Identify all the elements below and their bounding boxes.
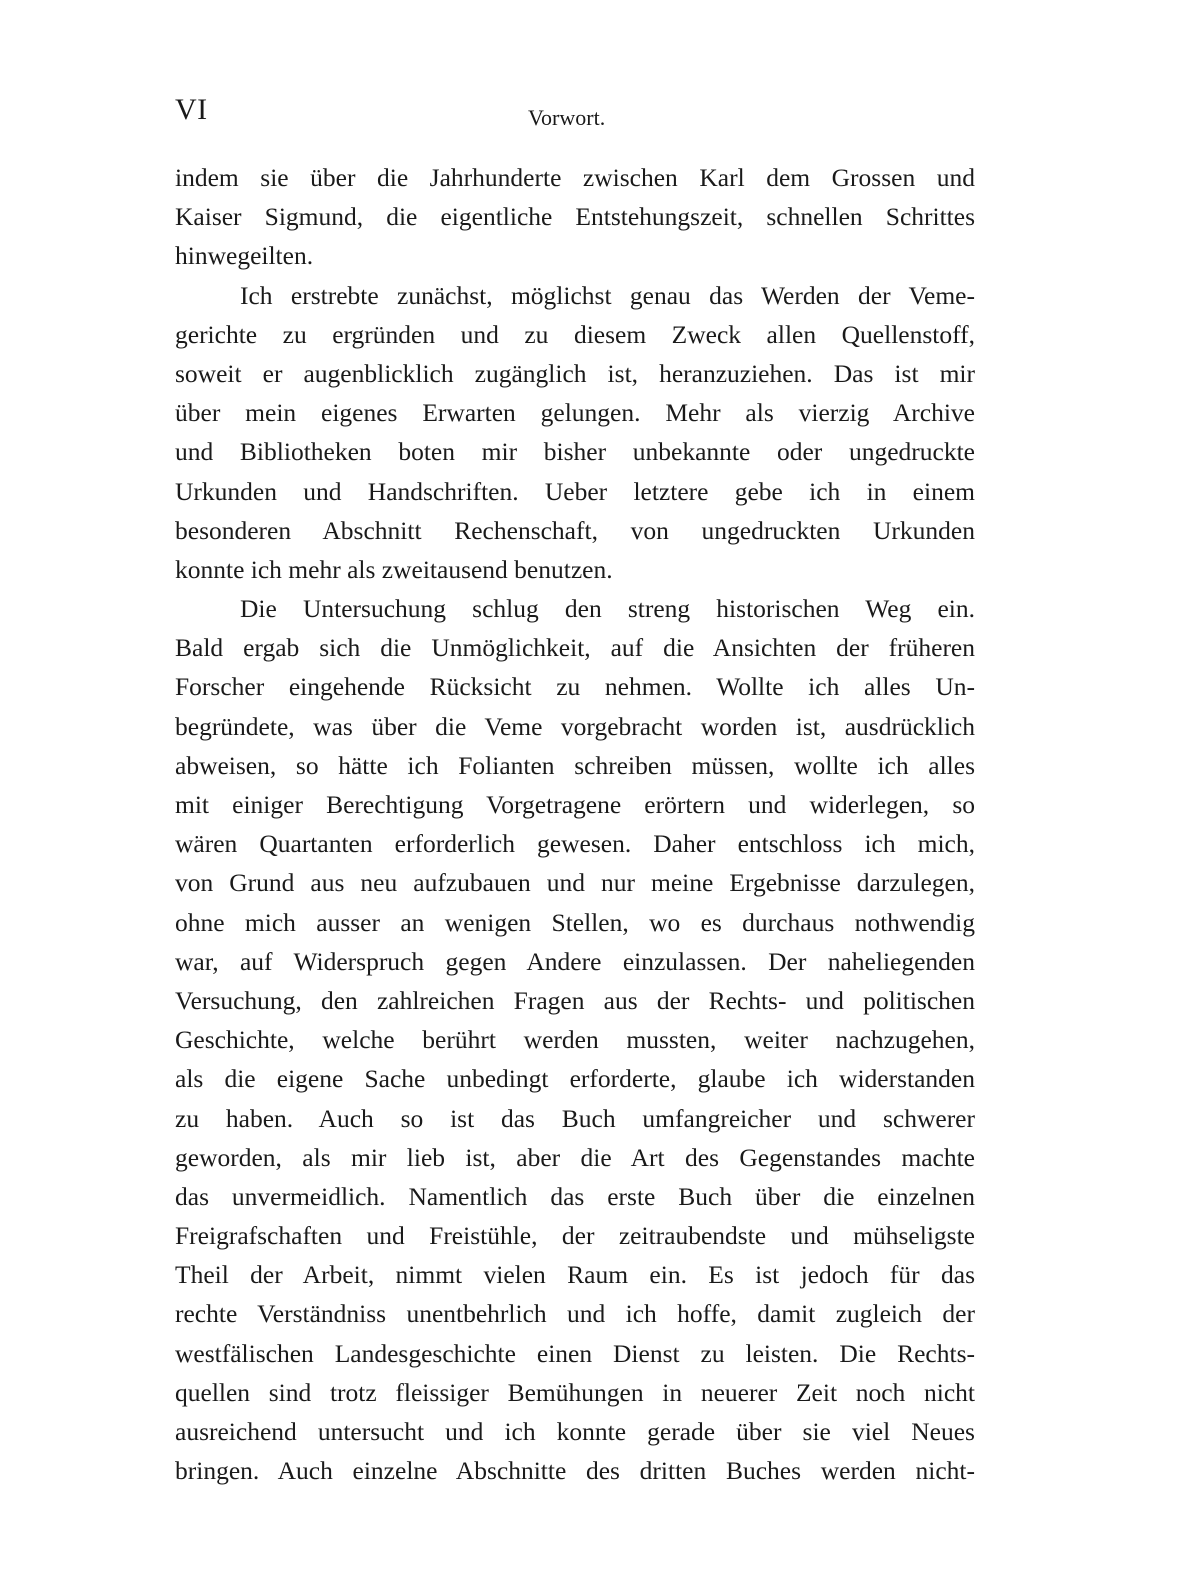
text-line: rechte Verständniss unentbehrlich und ich hoffe, damit zugleich der [175, 1299, 975, 1329]
text-line: bringen. Auch einzelne Abschnitte des dritten Buches werden nicht- [175, 1456, 975, 1486]
text-line: zu haben. Auch so ist das Buch umfangreicher und schwerer [175, 1103, 975, 1133]
text-line: Forscher eingehende Rücksicht zu nehmen. Wollte ich alles Un- [175, 672, 975, 702]
text-line: konnte ich mehr als zweitausend benutzen. [175, 554, 613, 584]
text-line: ohne mich ausser an wenigen Stellen, wo es durchaus nothwendig [175, 907, 975, 937]
text-line: westfälischen Landesgeschichte einen Dienst zu leisten. Die Rechts- [175, 1338, 975, 1368]
text-line: soweit er augenblicklich zugänglich ist, heranzuziehen. Das ist mir [175, 358, 975, 388]
text-line: geworden, als mir lieb ist, aber die Art des Gegenstandes machte [175, 1142, 975, 1172]
text-line: von Grund aus neu aufzubauen und nur meine Ergebnisse darzulegen, [175, 868, 975, 898]
text-line: begründete, was über die Veme vorgebracht worden ist, ausdrücklich [175, 711, 975, 741]
text-line: Theil der Arbeit, nimmt vielen Raum ein. Es ist jedoch für das [175, 1260, 975, 1290]
page-number: VI [175, 93, 208, 126]
text-line: ausreichend untersucht und ich konnte gerade über sie viel Neues [175, 1417, 975, 1446]
text-line: mit einiger Berechtigung Vorgetragene erörtern und widerlegen, so [175, 790, 975, 819]
text-line: hinwegeilten. [175, 241, 314, 271]
text-line: war, auf Widerspruch gegen Andere einzulassen. Der naheliegenden [175, 946, 975, 976]
text-line: Kaiser Sigmund, die eigentliche Entstehungszeit, schnellen Schrittes [175, 202, 975, 232]
text-line: indem sie über die Jahrhunderte zwischen Karl dem Grossen und [175, 163, 975, 192]
running-title: Vorwort. [528, 105, 606, 130]
text-line: Die Untersuchung schlug den streng historischen Weg ein. [240, 594, 975, 624]
text-line: Ich erstrebte zunächst, möglichst genau das Werden der Veme- [240, 280, 975, 310]
text-line: besonderen Abschnitt Rechenschaft, von ungedruckten Urkunden [175, 515, 975, 545]
text-line: abweisen, so hätte ich Folianten schreiben müssen, wollte ich alles [175, 750, 975, 780]
text-line: Bald ergab sich die Unmöglichkeit, auf die Ansichten der früheren [175, 633, 975, 663]
text-line: über mein eigenes Erwarten gelungen. Mehr als vierzig Archive [175, 398, 975, 428]
text-line: quellen sind trotz fleissiger Bemühungen in neuerer Zeit noch nicht [175, 1377, 975, 1407]
text-line: das unvermeidlich. Namentlich das erste Buch über die einzelnen [175, 1181, 975, 1211]
text-line: als die eigene Sache unbedingt erforderte, glaube ich widerstanden [175, 1064, 975, 1094]
text-line: Freigrafschaften und Freistühle, der zeitraubendste und mühseligste [175, 1221, 975, 1251]
body-text [175, 158, 975, 1490]
text-line: wären Quartanten erforderlich gewesen. Daher entschloss ich mich, [175, 829, 975, 859]
text-line: Geschichte, welche berührt werden mussten, weiter nachzugehen, [175, 1025, 975, 1055]
text-line: Versuchung, den zahlreichen Fragen aus der Rechts- und politischen [175, 985, 975, 1015]
text-line: Urkunden und Handschriften. Ueber letztere gebe ich in einem [175, 476, 975, 506]
text-line: gerichte zu ergründen und zu diesem Zweck allen Quellenstoff, [175, 319, 975, 349]
text-line: und Bibliotheken boten mir bisher unbekannte oder ungedruckte [175, 437, 975, 467]
